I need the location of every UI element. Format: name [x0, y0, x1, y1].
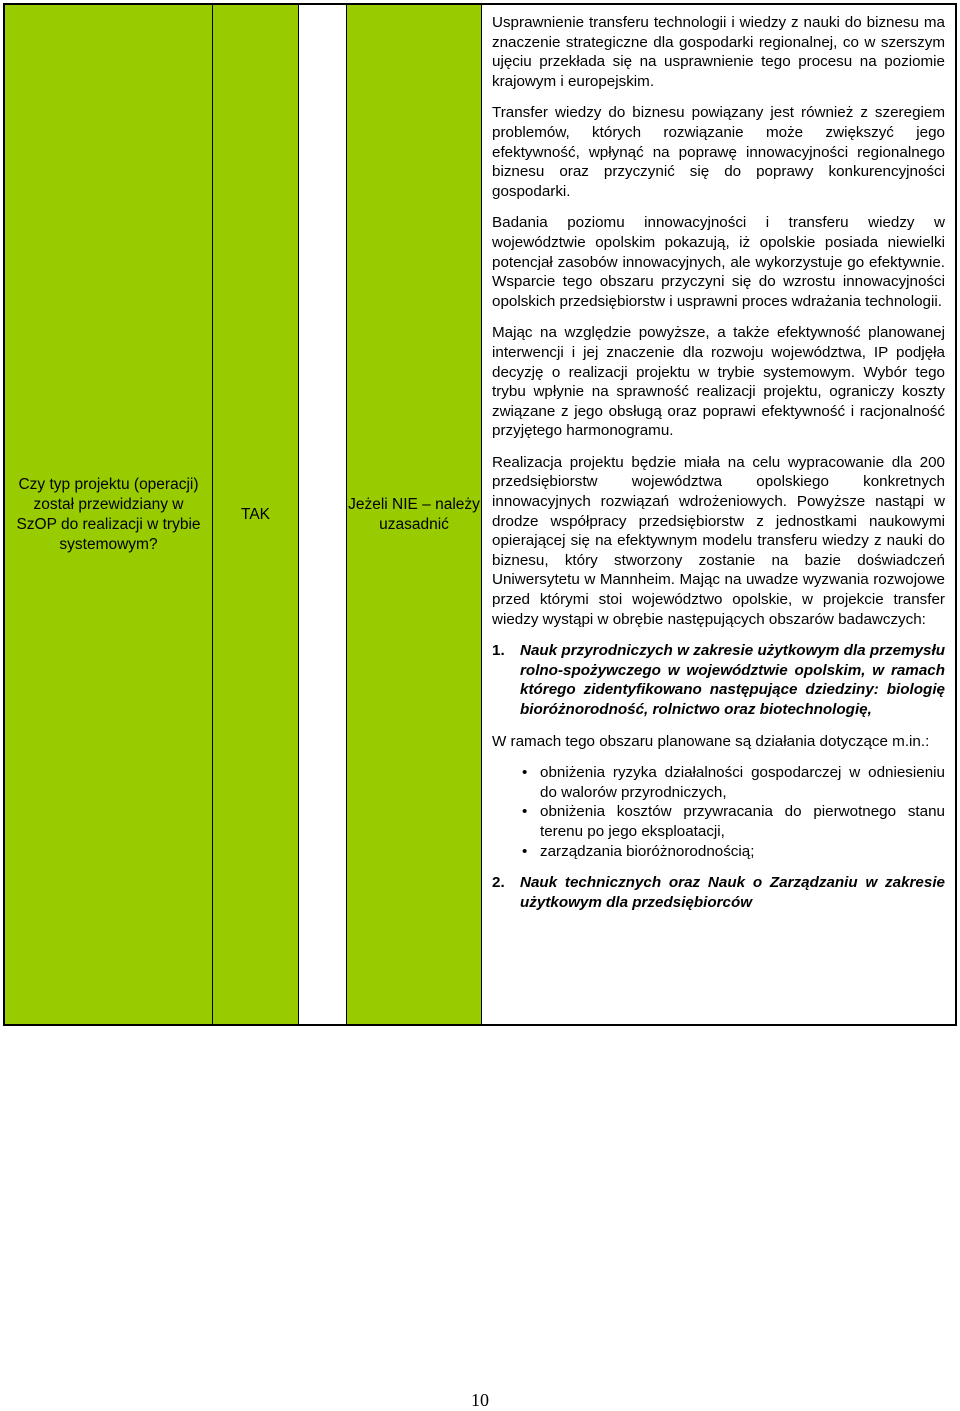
item-number: 2.	[492, 874, 505, 892]
question-cell	[5, 5, 213, 1024]
research-area-1	[492, 641, 945, 719]
research-area-2	[492, 873, 945, 912]
project-table	[3, 3, 957, 1026]
justification-cell	[482, 5, 955, 1024]
question-text: Czy typ projektu (operacji) został przewidziany w SzOP do realizacji w trybie systemowym?	[16, 475, 201, 553]
page-number: 10	[471, 1390, 489, 1410]
bullet-list	[520, 763, 945, 861]
paragraph: Usprawnienie transferu technologii i wiedzy z nauki do biznesu ma znaczenie strategiczne dla gospodarki regionalnej, co w szerszym ujęciu przekłada się na usprawnienie tego procesu na poziomie krajowym i europejskim.	[492, 14, 945, 90]
note-cell	[347, 5, 482, 1024]
list-item: • obniżenia ryzyka działalności gospodarczej w odniesieniu do walorów przyrodniczych,	[520, 763, 945, 802]
item-number: 1.	[492, 642, 505, 660]
paragraph: Transfer wiedzy do biznesu powiązany jest również z szeregiem problemów, których rozwiązanie może zwiększyć jego efektywność, wpłynąć na poprawę innowacyjności regionalnego biznesu oraz przyczynić się do poprawy konkurencyjności gospodarki.	[492, 104, 945, 200]
answer-text: TAK	[241, 505, 270, 523]
paragraph: Realizacja projektu będzie miała na celu wypracowanie dla 200 przedsiębiorstw województwa opolskiego konkretnych innowacyjnych rozwiązań wdrożeniowych. Powyższe nastąpi w drodze współpracy przedsiębiorstw z jednostkami naukowymi opierającej się na efektywnym modelu transferu wiedzy z nauki do biznesu, który stworzony zostanie na bazie doświadczeń Uniwersytetu w Mannheim. Mając na uwadze wyzwania rozwojowe przed którymi stoi województwo opolskie, w projekcie transfer wiedzy wystąpi w obrębie następujących obszarów badawczych:	[492, 453, 945, 628]
paragraph: Badania poziomu innowacyjności i transferu wiedzy w województwie opolskim pokazują, iż opolskie posiada niewielki potencjał zasobów innowacyjnych, ale wykorzystuje go efektywnie. Wsparcie tego obszaru przyczyni się do wzrostu innowacyjności opolskich przedsiębiorstw i usprawni proces wdrażania technologii.	[492, 214, 945, 310]
paragraph: Mając na względzie powyższe, a także efektywność planowanej interwencji i jej znaczenie dla rozwoju województwa, IP podjęła decyzję o realizacji projektu w trybie systemowym. Wybór tego trybu wpłynie na sprawność realizacji projektu, ograniczy koszty związane z jego obsługą oraz poprawi efektywność i racjonalność przyjętego harmonogramu.	[492, 324, 945, 440]
item-intro: W ramach tego obszaru planowane są działania dotyczące m.in.:	[492, 732, 930, 750]
list-item: • zarządzania bioróżnorodnością;	[520, 842, 945, 862]
list-item: • obniżenia kosztów przywracania do pierwotnego stanu terenu po jego eksploatacji,	[520, 802, 945, 841]
answer-cell	[213, 5, 299, 1024]
item-title: Nauk przyrodniczych w zakresie użytkowym dla przemysłu rolno-spożywczego w województwie opolskim, w ramach którego zidentyfikowano następujące dziedziny: biologię bioróżnorodność, rolnictwo oraz biotechnologię,	[520, 642, 945, 718]
note-text: Jeżeli NIE – należy uzasadnić	[348, 495, 480, 533]
empty-cell	[299, 5, 347, 1024]
item-title: Nauk technicznych oraz Nauk o Zarządzaniu w zakresie użytkowym dla przedsiębiorców	[520, 874, 945, 911]
